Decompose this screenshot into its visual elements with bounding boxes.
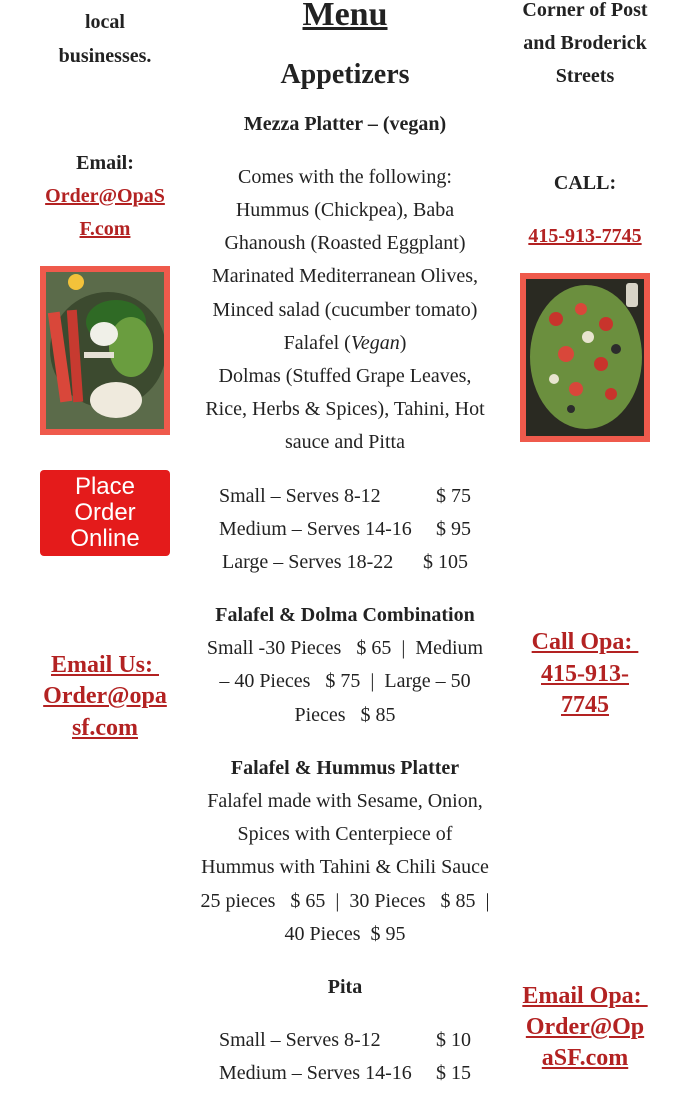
hummus-platter-line: Spices with Centerpiece of	[237, 823, 453, 845]
order-button-line2: Order	[74, 499, 136, 526]
hummus-platter-line: Falafel made with Sesame, Onion,	[207, 790, 483, 812]
salad-image	[526, 279, 644, 436]
falafel-text: Falafel (	[283, 332, 351, 354]
pita-size-row	[219, 1024, 471, 1057]
intro-text-line2: businesses.	[58, 45, 152, 67]
mezza-desc-falafel-line	[195, 327, 495, 360]
hummus-platter-line: Hummus with Tahini & Chili Sauce	[201, 856, 489, 878]
mezza-desc-line: Ghanoush (Roasted Eggplant)	[224, 232, 466, 254]
email-label: Email:	[76, 152, 134, 174]
pita-size-row	[219, 1057, 471, 1090]
section-title-appetizers: Appetizers	[280, 59, 410, 90]
mezza-desc-line: sauce and Pitta	[285, 431, 405, 453]
size-label: Medium – Serves 14-16	[219, 518, 412, 540]
size-label: Medium – Serves 14-16	[219, 1062, 412, 1084]
call-label: CALL:	[553, 172, 617, 194]
size-label: Small – Serves 8-12	[219, 485, 381, 507]
mezza-size-row	[222, 546, 468, 579]
menu-title: Menu	[302, 0, 388, 33]
mezza-desc-line: Dolmas (Stuffed Grape Leaves,	[218, 365, 472, 387]
mezza-size-row	[219, 513, 471, 546]
order-button-line1: Place	[74, 473, 136, 500]
left-sidebar	[30, 0, 180, 1099]
size-price: $ 10	[436, 1029, 471, 1051]
mezza-platter-title: Mezza Platter – (vegan)	[243, 113, 447, 135]
email-us-line2[interactable]: Order@opa	[43, 683, 167, 709]
email-opa-line1[interactable]: Email Opa:	[522, 983, 648, 1009]
vegetable-platter-photo	[40, 266, 170, 435]
mezza-desc-line: Minced salad (cucumber tomato)	[212, 299, 478, 321]
email-link-line1[interactable]: Order@OpaS	[45, 185, 165, 207]
mezza-desc-line: Marinated Mediterranean Olives,	[211, 265, 478, 287]
combo-line: Small -30 Pieces $ 65 | Medium	[206, 637, 484, 659]
call-opa-line1[interactable]: Call Opa:	[531, 629, 639, 655]
email-opa-line2[interactable]: Order@Op	[525, 1014, 645, 1040]
size-label: Small – Serves 8-12	[219, 1029, 381, 1051]
email-us-line1[interactable]: Email Us:	[51, 652, 159, 678]
call-opa-line2[interactable]: 415-913-	[541, 661, 629, 687]
mezza-size-row	[219, 480, 471, 513]
size-label: Large – Serves 18-22	[222, 551, 394, 573]
place-order-online-button[interactable]	[40, 470, 170, 556]
address-line2: and Broderick	[523, 32, 647, 54]
call-opa-line3[interactable]: 7745	[561, 692, 609, 718]
order-button-line3: Online	[70, 525, 140, 552]
combo-line: Pieces $ 85	[294, 704, 396, 726]
mezza-desc-line: Comes with the following:	[238, 166, 452, 188]
size-price: $ 15	[436, 1062, 471, 1084]
hummus-platter-line: 40 Pieces $ 95	[284, 923, 406, 945]
email-link-line2[interactable]: F.com	[79, 218, 131, 240]
address-line3: Streets	[555, 65, 615, 87]
hummus-platter-title: Falafel & Hummus Platter	[230, 757, 460, 779]
email-opa-line3[interactable]: aSF.com	[541, 1045, 629, 1071]
size-price: $ 75	[436, 485, 471, 507]
menu-content	[195, 0, 495, 1099]
email-us-line3[interactable]: sf.com	[72, 715, 138, 741]
falafel-close-paren: )	[399, 332, 407, 354]
combo-title: Falafel & Dolma Combination	[215, 604, 475, 626]
salad-photo	[520, 273, 650, 442]
pita-title: Pita	[327, 976, 363, 998]
address-line1: Corner of Post	[522, 0, 648, 21]
right-sidebar	[510, 0, 660, 1099]
hummus-platter-line: 25 pieces $ 65 | 30 Pieces $ 85 |	[200, 890, 490, 912]
size-price: $ 95	[436, 518, 471, 540]
mezza-desc-line: Rice, Herbs & Spices), Tahini, Hot	[205, 398, 485, 420]
vegan-text: Vegan	[350, 332, 400, 354]
size-price: $ 105	[423, 551, 468, 573]
combo-line: – 40 Pieces $ 75 | Large – 50	[219, 670, 471, 692]
mezza-desc-line: Hummus (Chickpea), Baba	[235, 199, 455, 221]
intro-text-line1: local	[85, 11, 125, 33]
phone-link[interactable]: 415-913-7745	[528, 225, 642, 247]
vegetable-platter-image	[46, 272, 164, 429]
